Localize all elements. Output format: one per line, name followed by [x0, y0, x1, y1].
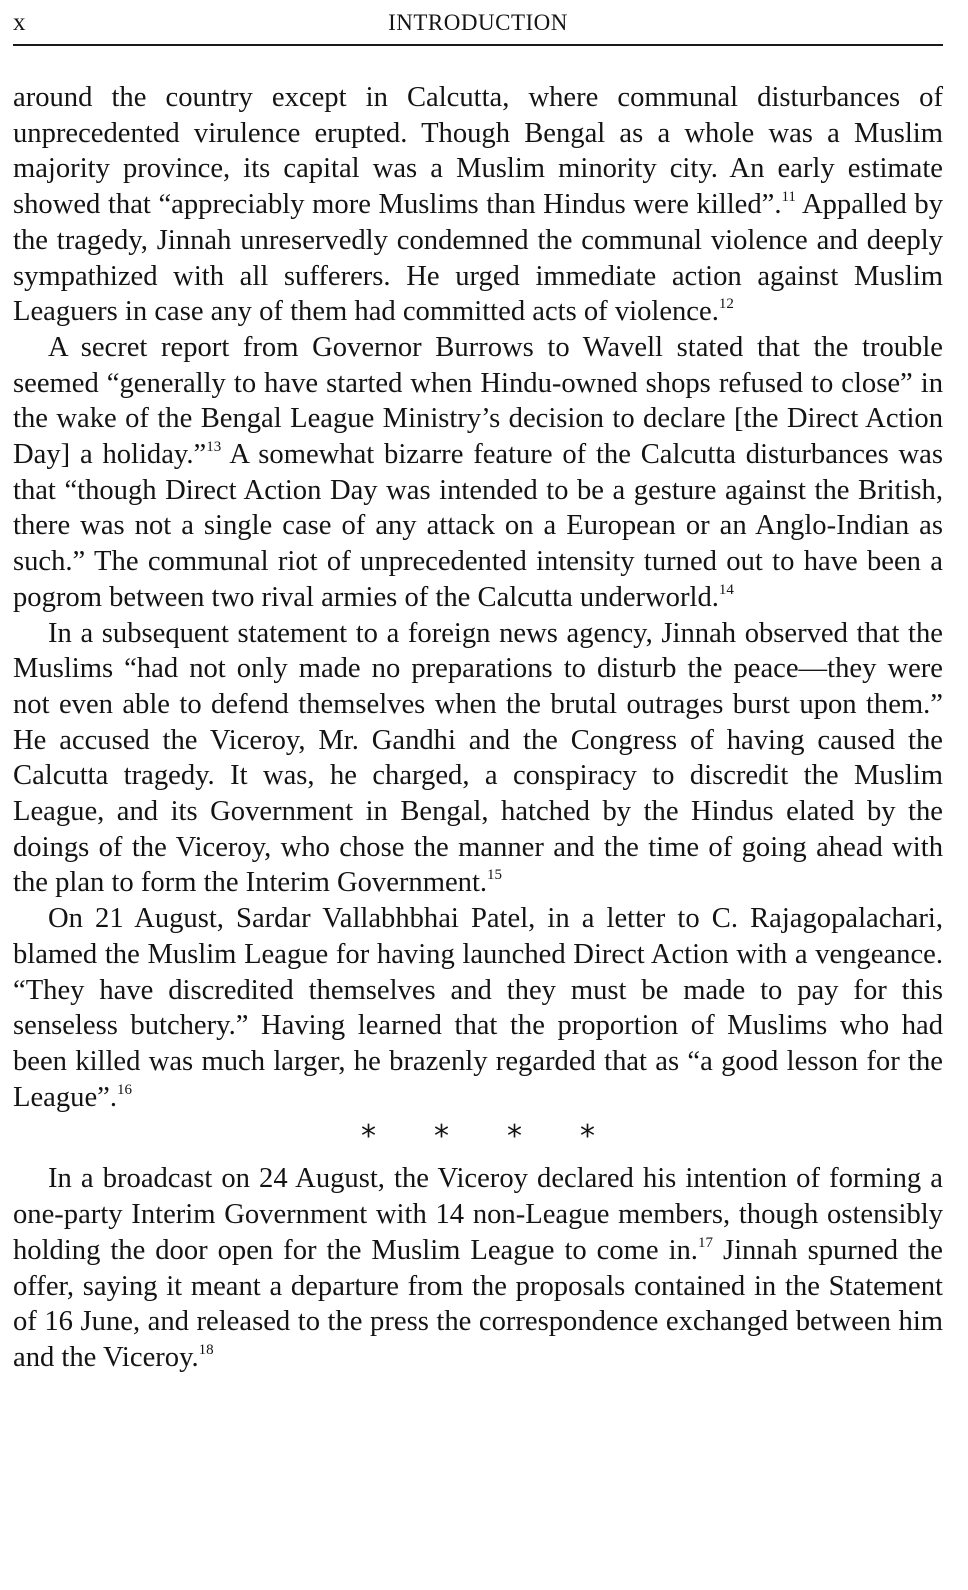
footnote-marker: 15	[487, 867, 503, 884]
paragraph-text: around the country except in Calcutta, where communal disturbances of unprecedented virulence erupted. Though Bengal as a whole was a Muslim majority province, its capital was a Muslim minority city. An early estimate showed that “appreciably more Muslims than Hindus were killed”.	[13, 82, 943, 221]
running-title: INTRODUCTION	[388, 10, 568, 35]
footnote-marker: 17	[697, 1234, 713, 1251]
header-rule	[13, 44, 943, 46]
page-number: x	[13, 9, 26, 36]
paragraph-text: On 21 August, Sardar Vallabhbhai Patel, in a letter to C. Rajagopalachari, blamed the Muslim League for having launched Direct Action with a vengeance. “They have discredited themselves and they must be made to pay for this senseless butchery.” Having learned that the proportion of Muslims who had been killed was much larger, he brazenly regarded that as “a good lesson for the League”.	[13, 903, 943, 1113]
footnote-marker: 14	[718, 581, 734, 598]
paragraph-text: In a subsequent statement to a foreign news agency, Jinnah observed that the Muslims “had not only made no preparations to disturb the peace—they were not even able to defend themselves when the brutal outrages burst upon them.” He accused the Viceroy, Mr. Gandhi and the Congress of having caused the Calcutta tragedy. It was, he charged, a conspiracy to discredit the Muslim League, and its Government in Bengal, hatched by the Hindus elated by the doings of the Viceroy, who chose the manner and the time of going ahead with the plan to form the Interim Government.	[13, 617, 943, 899]
section-break-asterisk: *	[361, 1119, 376, 1155]
section-break-asterisk: *	[580, 1119, 595, 1155]
paragraph-text: Appalled by the tragedy, Jinnah unreservedly condemned the communal violence and deeply sympathized with all sufferers. He urged immediate action against Muslim Leaguers in case any of them had committed acts of violence.	[13, 189, 944, 328]
section-break-asterisk: *	[507, 1119, 522, 1155]
running-head	[13, 0, 943, 46]
body-paragraph	[13, 80, 943, 330]
section-break	[13, 1115, 943, 1155]
footnote-marker: 11	[781, 189, 796, 206]
footnote-marker: 16	[116, 1081, 132, 1098]
paragraphs-before-break	[13, 80, 943, 1115]
paragraph-text: A somewhat bizarre feature of the Calcutta disturbances was that “though Direct Action Day was intended to be a gesture against the British, there was not a single case of any attack on a European or an Anglo-Indian as such.” The communal riot of unprecedented intensity turned out to have been a pogrom between two rival armies of the Calcutta underworld.	[13, 439, 943, 613]
footnote-marker: 18	[198, 1341, 214, 1358]
footnote-marker: 12	[718, 296, 734, 313]
body-paragraph	[13, 1161, 943, 1375]
book-page	[13, 0, 943, 1590]
paragraph-text: Jinnah spurned the offer, saying it meant a departure from the proposals contained in the Statement of 16 June, and released to the press the correspondence exchanged between him and the Viceroy.	[13, 1234, 943, 1373]
body-paragraph	[13, 616, 943, 902]
paragraph-text: A secret report from Governor Burrows to Wavell stated that the trouble seemed “generally to have started when Hindu-owned shops refused to close” in the wake of the Bengal League Ministry’s decision to declare [the Direct Action Day] a holiday.”	[13, 331, 943, 471]
body-paragraph	[13, 901, 943, 1115]
section-break-asterisk: *	[434, 1119, 449, 1155]
paragraphs-after-break	[13, 1161, 943, 1375]
footnote-marker: 13	[206, 439, 222, 456]
body-paragraph	[13, 330, 943, 616]
paragraph-text: In a broadcast on 24 August, the Viceroy declared his intention of forming a one-party Interim Government with 14 non-League members, though ostensibly holding the door open for the Muslim League to come in.	[13, 1163, 943, 1266]
body-text	[13, 80, 943, 1376]
